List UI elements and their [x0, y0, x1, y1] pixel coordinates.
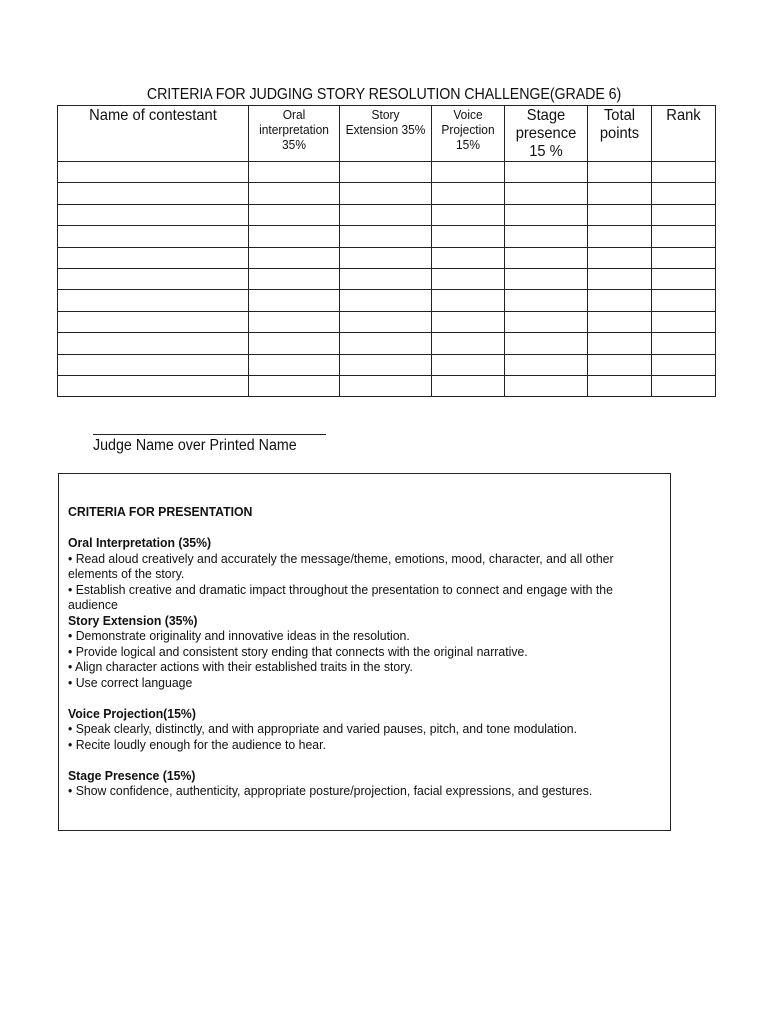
table-row	[58, 183, 716, 204]
table-cell[interactable]	[58, 375, 249, 396]
header-rank: Rank	[652, 106, 716, 162]
table-cell[interactable]	[505, 226, 588, 247]
header-oral-interpretation: Oral interpretation 35%	[249, 106, 340, 162]
document-title: CRITERIA FOR JUDGING STORY RESOLUTION CHALLENGE(GRADE 6)	[146, 86, 622, 103]
section-title: Story Extension (35%)	[68, 612, 198, 628]
table-cell[interactable]	[588, 183, 652, 204]
table-cell[interactable]	[652, 247, 716, 268]
table-cell[interactable]	[249, 268, 340, 289]
table-cell[interactable]	[505, 247, 588, 268]
table-cell[interactable]	[588, 354, 652, 375]
table-cell[interactable]	[58, 290, 249, 311]
table-cell[interactable]	[588, 162, 652, 183]
table-cell[interactable]	[432, 247, 505, 268]
table-cell[interactable]	[505, 311, 588, 332]
criteria-item: • Establish creative and dramatic impact throughout the presentation to connect and engage with the audience	[68, 581, 613, 612]
table-cell[interactable]	[340, 375, 432, 396]
table-row	[58, 311, 716, 332]
table-cell[interactable]	[340, 268, 432, 289]
table-cell[interactable]	[588, 247, 652, 268]
table-cell[interactable]	[58, 311, 249, 332]
table-cell[interactable]	[58, 333, 249, 354]
table-cell[interactable]	[58, 204, 249, 225]
section-stage-presence	[68, 768, 626, 799]
table-row	[58, 162, 716, 183]
table-cell[interactable]	[340, 311, 432, 332]
section-title: Voice Projection(15%)	[68, 705, 196, 721]
table-cell[interactable]	[652, 375, 716, 396]
table-row	[58, 204, 716, 225]
header-story-extension: Story Extension 35%	[340, 106, 432, 162]
header-voice-projection: Voice Projection 15%	[432, 106, 505, 162]
table-cell[interactable]	[249, 204, 340, 225]
criteria-item: • Provide logical and consistent story ending that connects with the original narrative.	[68, 643, 528, 659]
signature-label: Judge Name over Printed Name	[93, 437, 297, 454]
criteria-item: • Demonstrate originality and innovative ideas in the resolution.	[68, 628, 410, 643]
table-cell[interactable]	[505, 375, 588, 396]
table-cell[interactable]	[505, 183, 588, 204]
table-cell[interactable]	[652, 290, 716, 311]
table-row	[58, 290, 716, 311]
table-row	[58, 247, 716, 268]
table-row	[58, 333, 716, 354]
header-name-of-contestant: Name of contestant	[58, 106, 249, 162]
table-cell[interactable]	[249, 375, 340, 396]
criteria-item: • Speak clearly, distinctly, and with appropriate and varied pauses, pitch, and tone modulation.	[68, 721, 578, 736]
table-cell[interactable]	[505, 290, 588, 311]
table-cell[interactable]	[588, 268, 652, 289]
criteria-box	[58, 473, 671, 831]
table-cell[interactable]	[58, 183, 249, 204]
table-cell[interactable]	[432, 375, 505, 396]
table-cell[interactable]	[249, 183, 340, 204]
table-cell[interactable]	[505, 354, 588, 375]
table-row	[58, 354, 716, 375]
table-cell[interactable]	[249, 311, 340, 332]
table-cell[interactable]	[340, 204, 432, 225]
criteria-item: • Use correct language	[68, 674, 193, 690]
table-cell[interactable]	[505, 162, 588, 183]
table-cell[interactable]	[432, 333, 505, 354]
criteria-item: • Read aloud creatively and accurately the message/theme, emotions, mood, character, and all other elements of the story.	[68, 550, 614, 581]
table-cell[interactable]	[652, 311, 716, 332]
table-cell[interactable]	[432, 204, 505, 225]
table-cell[interactable]	[652, 183, 716, 204]
header-stage-presence: Stage presence 15 %	[505, 106, 588, 162]
table-cell[interactable]	[249, 247, 340, 268]
table-cell[interactable]	[340, 226, 432, 247]
table-cell[interactable]	[432, 290, 505, 311]
table-row	[58, 375, 716, 396]
table-cell[interactable]	[432, 311, 505, 332]
table-cell[interactable]	[340, 183, 432, 204]
table-cell[interactable]	[58, 354, 249, 375]
table-cell[interactable]	[588, 290, 652, 311]
table-cell[interactable]	[588, 226, 652, 247]
section-story-extension	[68, 613, 626, 691]
criteria-item: • Align character actions with their established traits in the story.	[68, 659, 413, 674]
table-cell[interactable]	[588, 204, 652, 225]
table-cell[interactable]	[432, 354, 505, 375]
table-cell[interactable]	[652, 226, 716, 247]
section-oral-interpretation	[68, 535, 626, 613]
table-row	[58, 226, 716, 247]
table-cell[interactable]	[58, 162, 249, 183]
table-cell[interactable]	[652, 268, 716, 289]
table-cell[interactable]	[58, 247, 249, 268]
judging-table	[57, 105, 716, 397]
table-row	[58, 268, 716, 289]
table-cell[interactable]	[249, 354, 340, 375]
header-total-points: Total points	[588, 106, 652, 162]
section-voice-projection	[68, 706, 626, 753]
table-cell[interactable]	[58, 226, 249, 247]
table-header-row	[58, 106, 716, 162]
criteria-item: • Show confidence, authenticity, appropriate posture/projection, facial expressions, and gestures.	[68, 783, 593, 798]
table-cell[interactable]	[652, 162, 716, 183]
table-cell[interactable]	[652, 204, 716, 225]
criteria-content	[68, 504, 626, 799]
table-cell[interactable]	[432, 268, 505, 289]
table-cell[interactable]	[340, 354, 432, 375]
table-cell[interactable]	[505, 268, 588, 289]
table-cell[interactable]	[588, 311, 652, 332]
table-cell[interactable]	[340, 247, 432, 268]
table-cell[interactable]	[340, 162, 432, 183]
table-cell[interactable]	[588, 375, 652, 396]
table-cell[interactable]	[249, 226, 340, 247]
table-cell[interactable]	[249, 162, 340, 183]
signature-line	[93, 434, 326, 435]
table-cell[interactable]	[588, 333, 652, 354]
table-cell[interactable]	[652, 354, 716, 375]
table-cell[interactable]	[249, 290, 340, 311]
table-cell[interactable]	[249, 333, 340, 354]
section-title: Stage Presence (15%)	[68, 767, 196, 783]
criteria-heading: CRITERIA FOR PRESENTATION	[68, 504, 253, 519]
table-cell[interactable]	[432, 183, 505, 204]
table-cell[interactable]	[505, 333, 588, 354]
table-cell[interactable]	[432, 162, 505, 183]
table-cell[interactable]	[340, 333, 432, 354]
table-cell[interactable]	[432, 226, 505, 247]
table-cell[interactable]	[505, 204, 588, 225]
section-title: Oral Interpretation (35%)	[68, 535, 212, 550]
table-cell[interactable]	[652, 333, 716, 354]
criteria-item: • Recite loudly enough for the audience to hear.	[68, 736, 326, 752]
table-cell[interactable]	[340, 290, 432, 311]
table-cell[interactable]	[58, 268, 249, 289]
